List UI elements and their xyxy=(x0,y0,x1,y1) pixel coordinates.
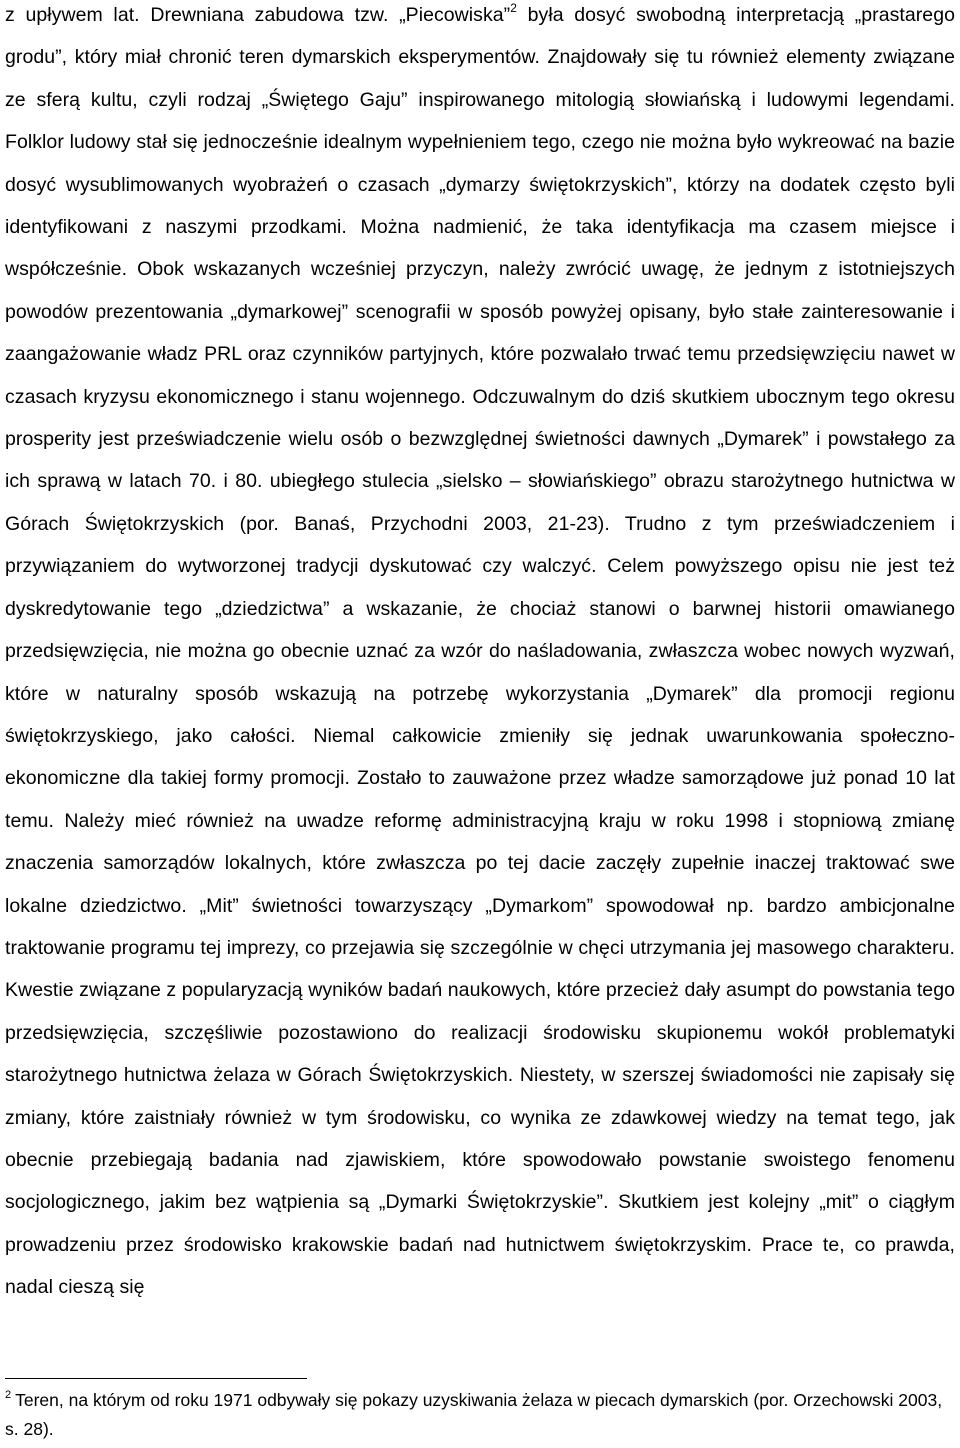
paragraph-text-start: z upływem lat. Drewniana zabudowa tzw. „Piecowiska” xyxy=(5,4,511,26)
body-paragraph xyxy=(5,0,955,1309)
footnote-number: 2 xyxy=(5,1389,12,1401)
footnote-reference[interactable]: 2 xyxy=(510,1,517,15)
footnote-text: Teren, na którym od roku 1971 odbywały się pokazy uzyskiwania żelaza w piecach dymarskich (por. Orzechowski 2003, s. 28). xyxy=(5,1390,943,1439)
document-page xyxy=(5,0,955,1439)
paragraph-text-rest: była dosyć swobodną interpretacją „prastarego grodu”, który miał chronić teren dymarskich eksperymentów. Znajdowały się tu również elementy związane ze sferą kultu, czyli rodzaj „Świętego Gaju” inspirowanego mitologią słowiańską i ludowymi legendami. Folklor ludowy stał się jednocześnie idealnym wypełnieniem tego, czego nie można było wykreować na bazie dosyć wysublimowanych wyobrażeń o czasach „dymarzy świętokrzyskich”, którzy na dodatek często byli identyfikowani z naszymi przodkami. Można nadmienić, że taka identyfikacja ma czasem miejsce i współcześnie. Obok wskazanych wcześniej przyczyn, należy zwrócić uwagę, że jednym z istotniejszych powodów prezentowania „dymarkowej” scenografii w sposób powyżej opisany, było stałe zainteresowanie i zaangażowanie władz PRL oraz czynników partyjnych, które pozwalało trwać temu przedsięwzięciu nawet w czasach kryzysu ekonomicznego i stanu wojennego. Odczuwalnym do dziś skutkiem ubocznym tego okresu prosperity jest przeświadczenie wielu osób o bezwzględnej świetności dawnych „Dymarek” i powstałego za ich sprawą w latach 70. i 80. ubiegłego stulecia „sielsko – słowiańskiego” obrazu starożytnego hutnictwa w Górach Świętokrzyskich (por. Banaś, Przychodni 2003, 21-23). Trudno z tym przeświadczeniem i przywiązaniem do wytworzonej tradycji dyskutować czy walczyć. Celem powyższego opisu nie jest też dyskredytowanie tego „dziedzictwa” a wskazanie, że chociaż stanowi o barwnej historii omawianego przedsięwzięcia, nie można go obecnie uznać za wzór do naśladowania, zwłaszcza wobec nowych wyzwań, które w naturalny sposób wskazują na potrzebę wykorzystania „Dymarek” dla promocji regionu świętokrzyskiego, jako całości. Niemal całkowicie zmieniły się jednak uwarunkowania społeczno-ekonomiczne dla takiej formy promocji. Zostało to zauważone przez władze samorządowe już ponad 10 lat temu. Należy mieć również na uwadze reformę administracyjną kraju w roku 1998 i stopniową zmianę znaczenia samorządów lokalnych, które zwłaszcza po tej dacie zaczęły zupełnie inaczej traktować swe lokalne dziedzictwo. „Mit” świetności towarzyszący „Dymarkom” spowodował np. bardzo ambicjonalne traktowanie programu tej imprezy, co przejawia się szczególnie w chęci utrzymania jej masowego charakteru. Kwestie związane z popularyzacją wyników badań naukowych, które przecież dały asumpt do powstania tego przedsięwzięcia, szczęśliwie pozostawiono do realizacji środowisku skupionemu wokół problematyki starożytnego hutnictwa żelaza w Górach Świętokrzyskich. Niestety, w szerszej świadomości nie zapisały się zmiany, które zaistniały również w tym środowisku, co wynika ze zdawkowej wiedzy na temat tego, jak obecnie przebiegają badania nad zjawiskiem, które spowodowało powstanie swoistego fenomenu socjologicznego, jakim bez wątpienia są „Dymarki Świętokrzyskie”. Skutkiem jest kolejny „mit” o ciągłym prowadzeniu przez środowisko krakowskie badań nad hutnictwem świętokrzyskim. Prace te, co prawda, nadal cieszą się xyxy=(5,4,955,1299)
footnote-separator xyxy=(5,1378,307,1379)
footnote xyxy=(5,1386,955,1444)
